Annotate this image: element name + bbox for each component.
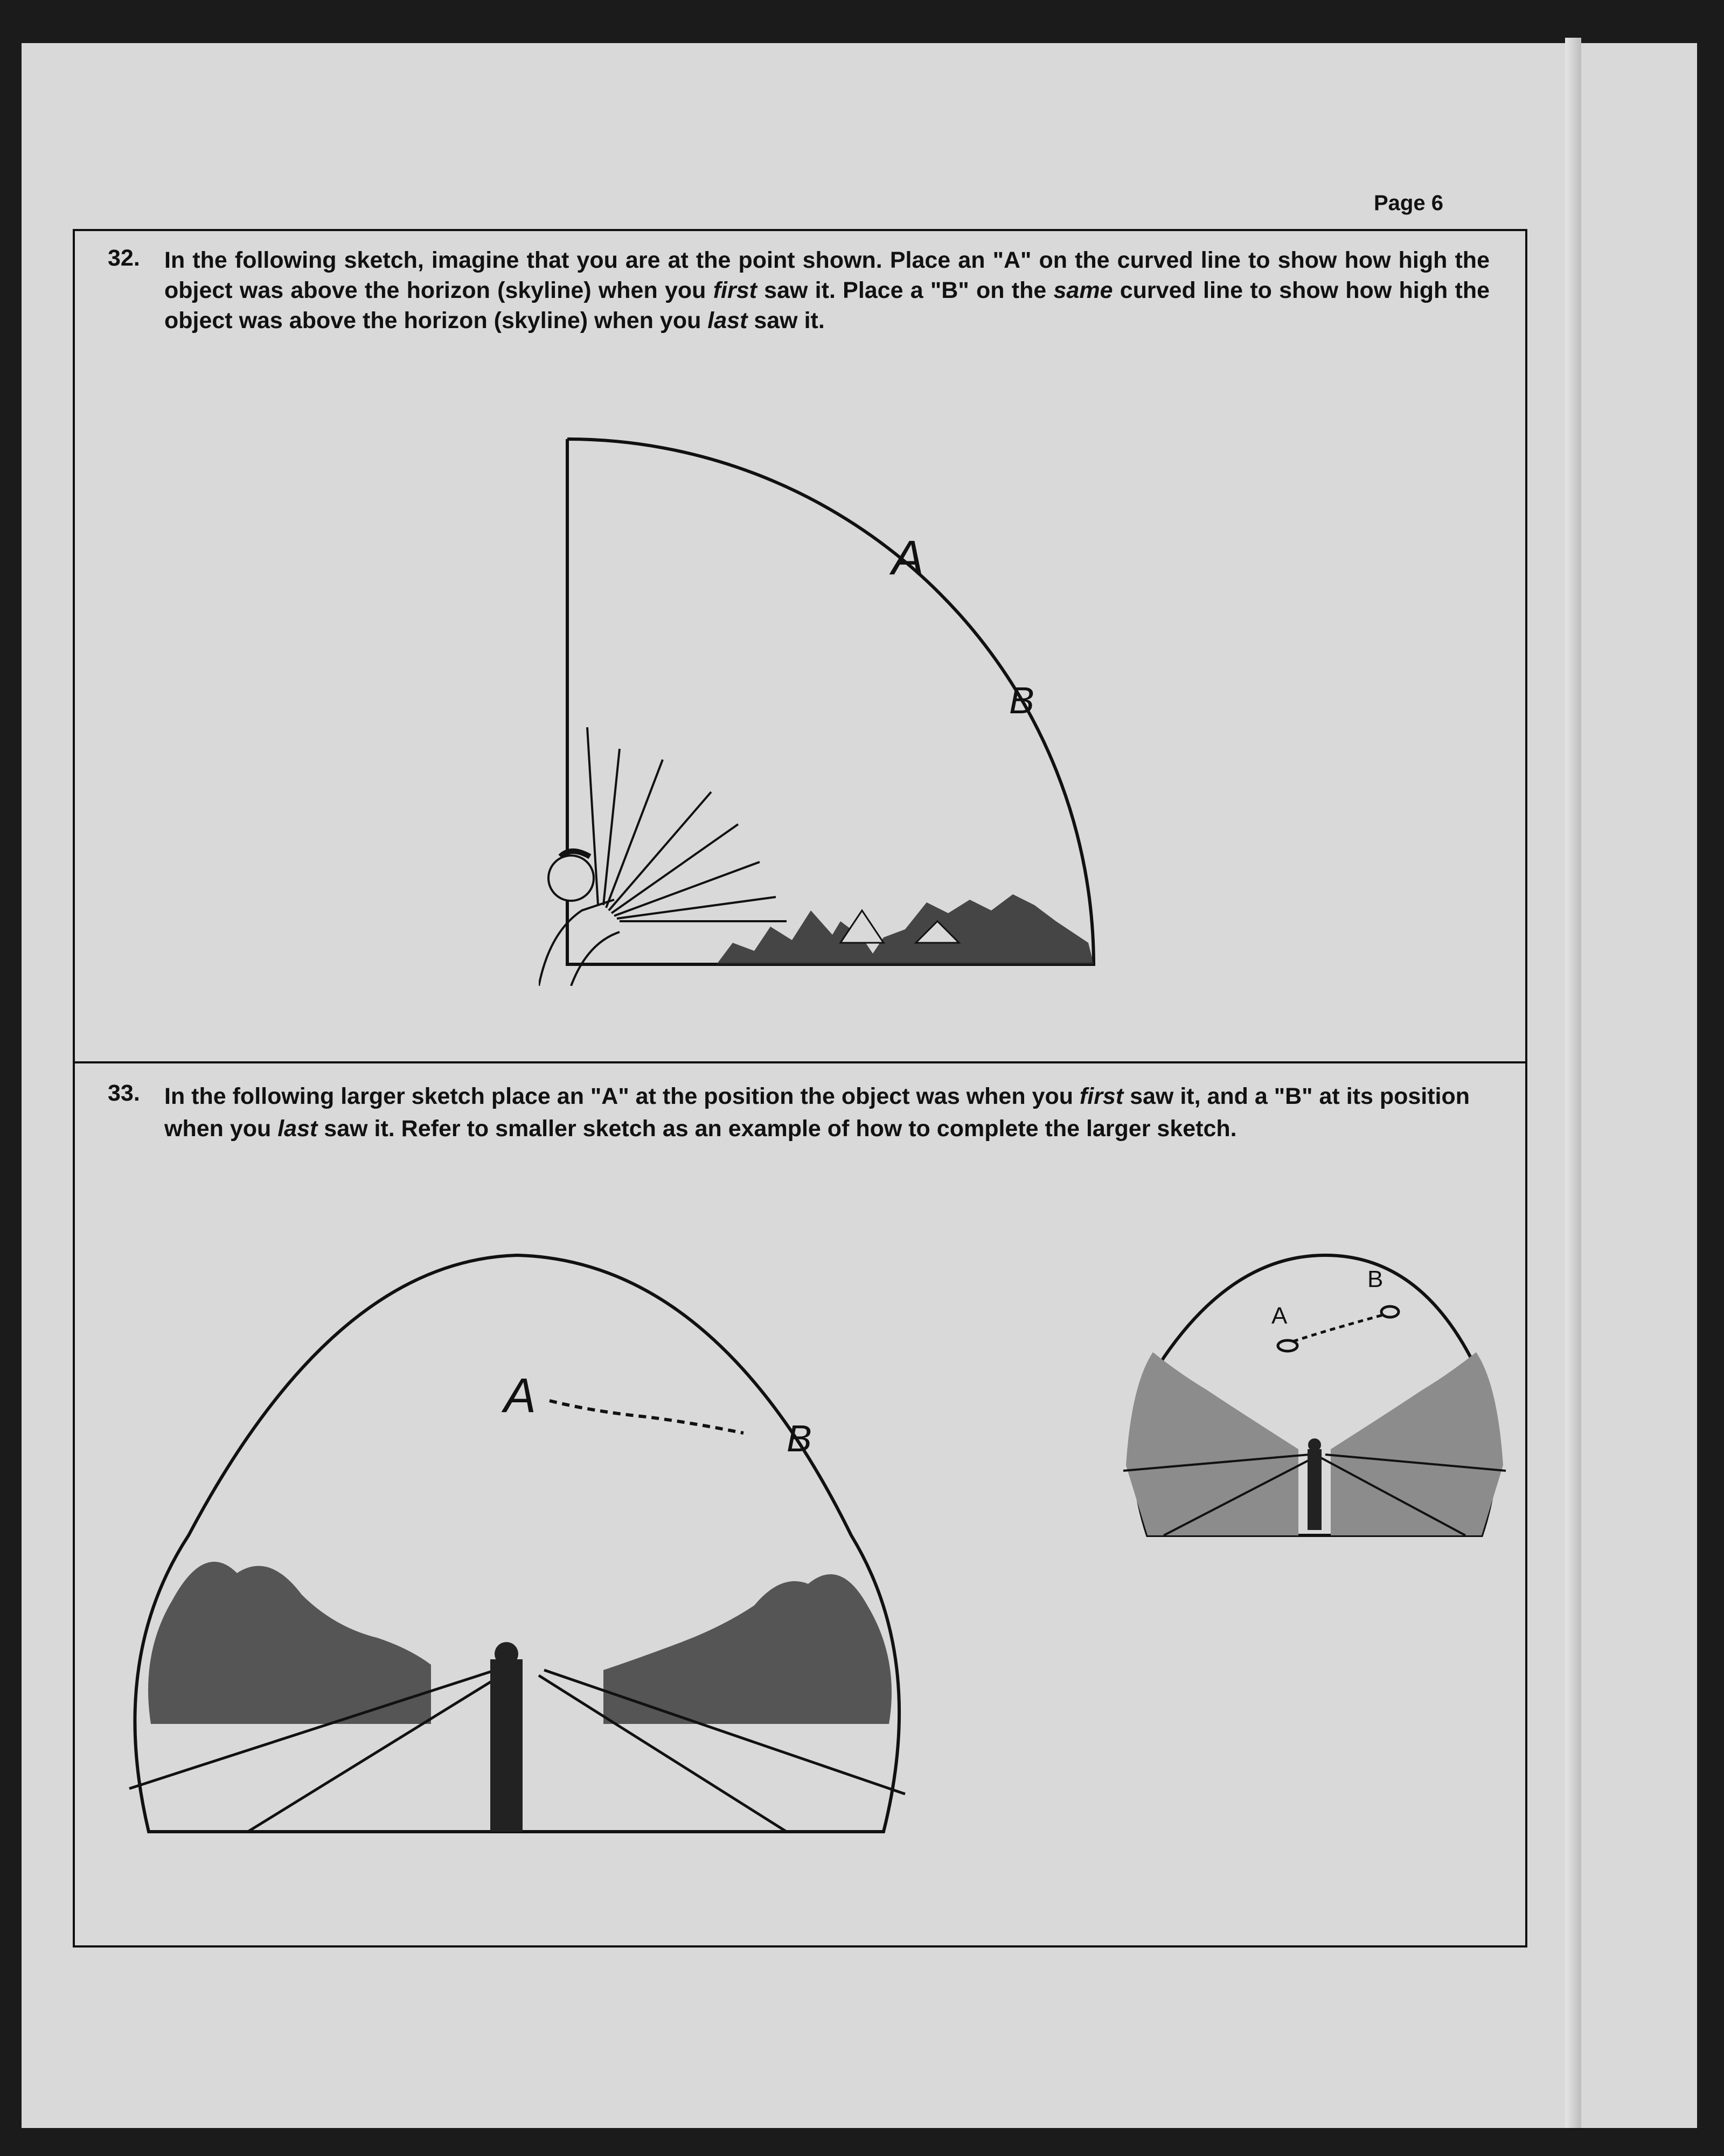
example-street-sketch <box>1115 1250 1514 1541</box>
example-mark-a: A <box>1271 1303 1288 1329</box>
sheet-edge <box>1565 38 1581 2128</box>
question-33-text: In the following larger sketch place an "A" at the position the object was when you first saw it, and a "B" at its position when you last saw it. Refer to smaller sketch as an example of how to complete the larger sketch. <box>164 1083 1470 1142</box>
page-number: Page 6 <box>1374 191 1443 215</box>
large-mark-b: B <box>787 1417 812 1459</box>
section-divider <box>73 1061 1527 1063</box>
question-32-number: 32. <box>108 245 140 271</box>
example-mark-b: B <box>1367 1266 1384 1292</box>
standing-figure <box>490 1659 523 1832</box>
flight-path <box>550 1401 743 1433</box>
pointing-arms <box>587 727 787 921</box>
question-32-text: In the following sketch, imagine that you are at the point shown. Place an "A" on the curved line to show how high the object was above the horizon (skyline) when you first saw it. Place a "B" on the same curved line to show how high the object was above the horizon (skyline) when you last saw it. <box>164 247 1490 333</box>
answer-mark-a: A <box>892 531 924 585</box>
answer-mark-b: B <box>1009 679 1034 721</box>
large-street-sketch <box>108 1250 927 1842</box>
question-33-number: 33. <box>108 1080 140 1106</box>
skyline-houses <box>717 894 1094 964</box>
large-mark-a: A <box>504 1369 537 1423</box>
